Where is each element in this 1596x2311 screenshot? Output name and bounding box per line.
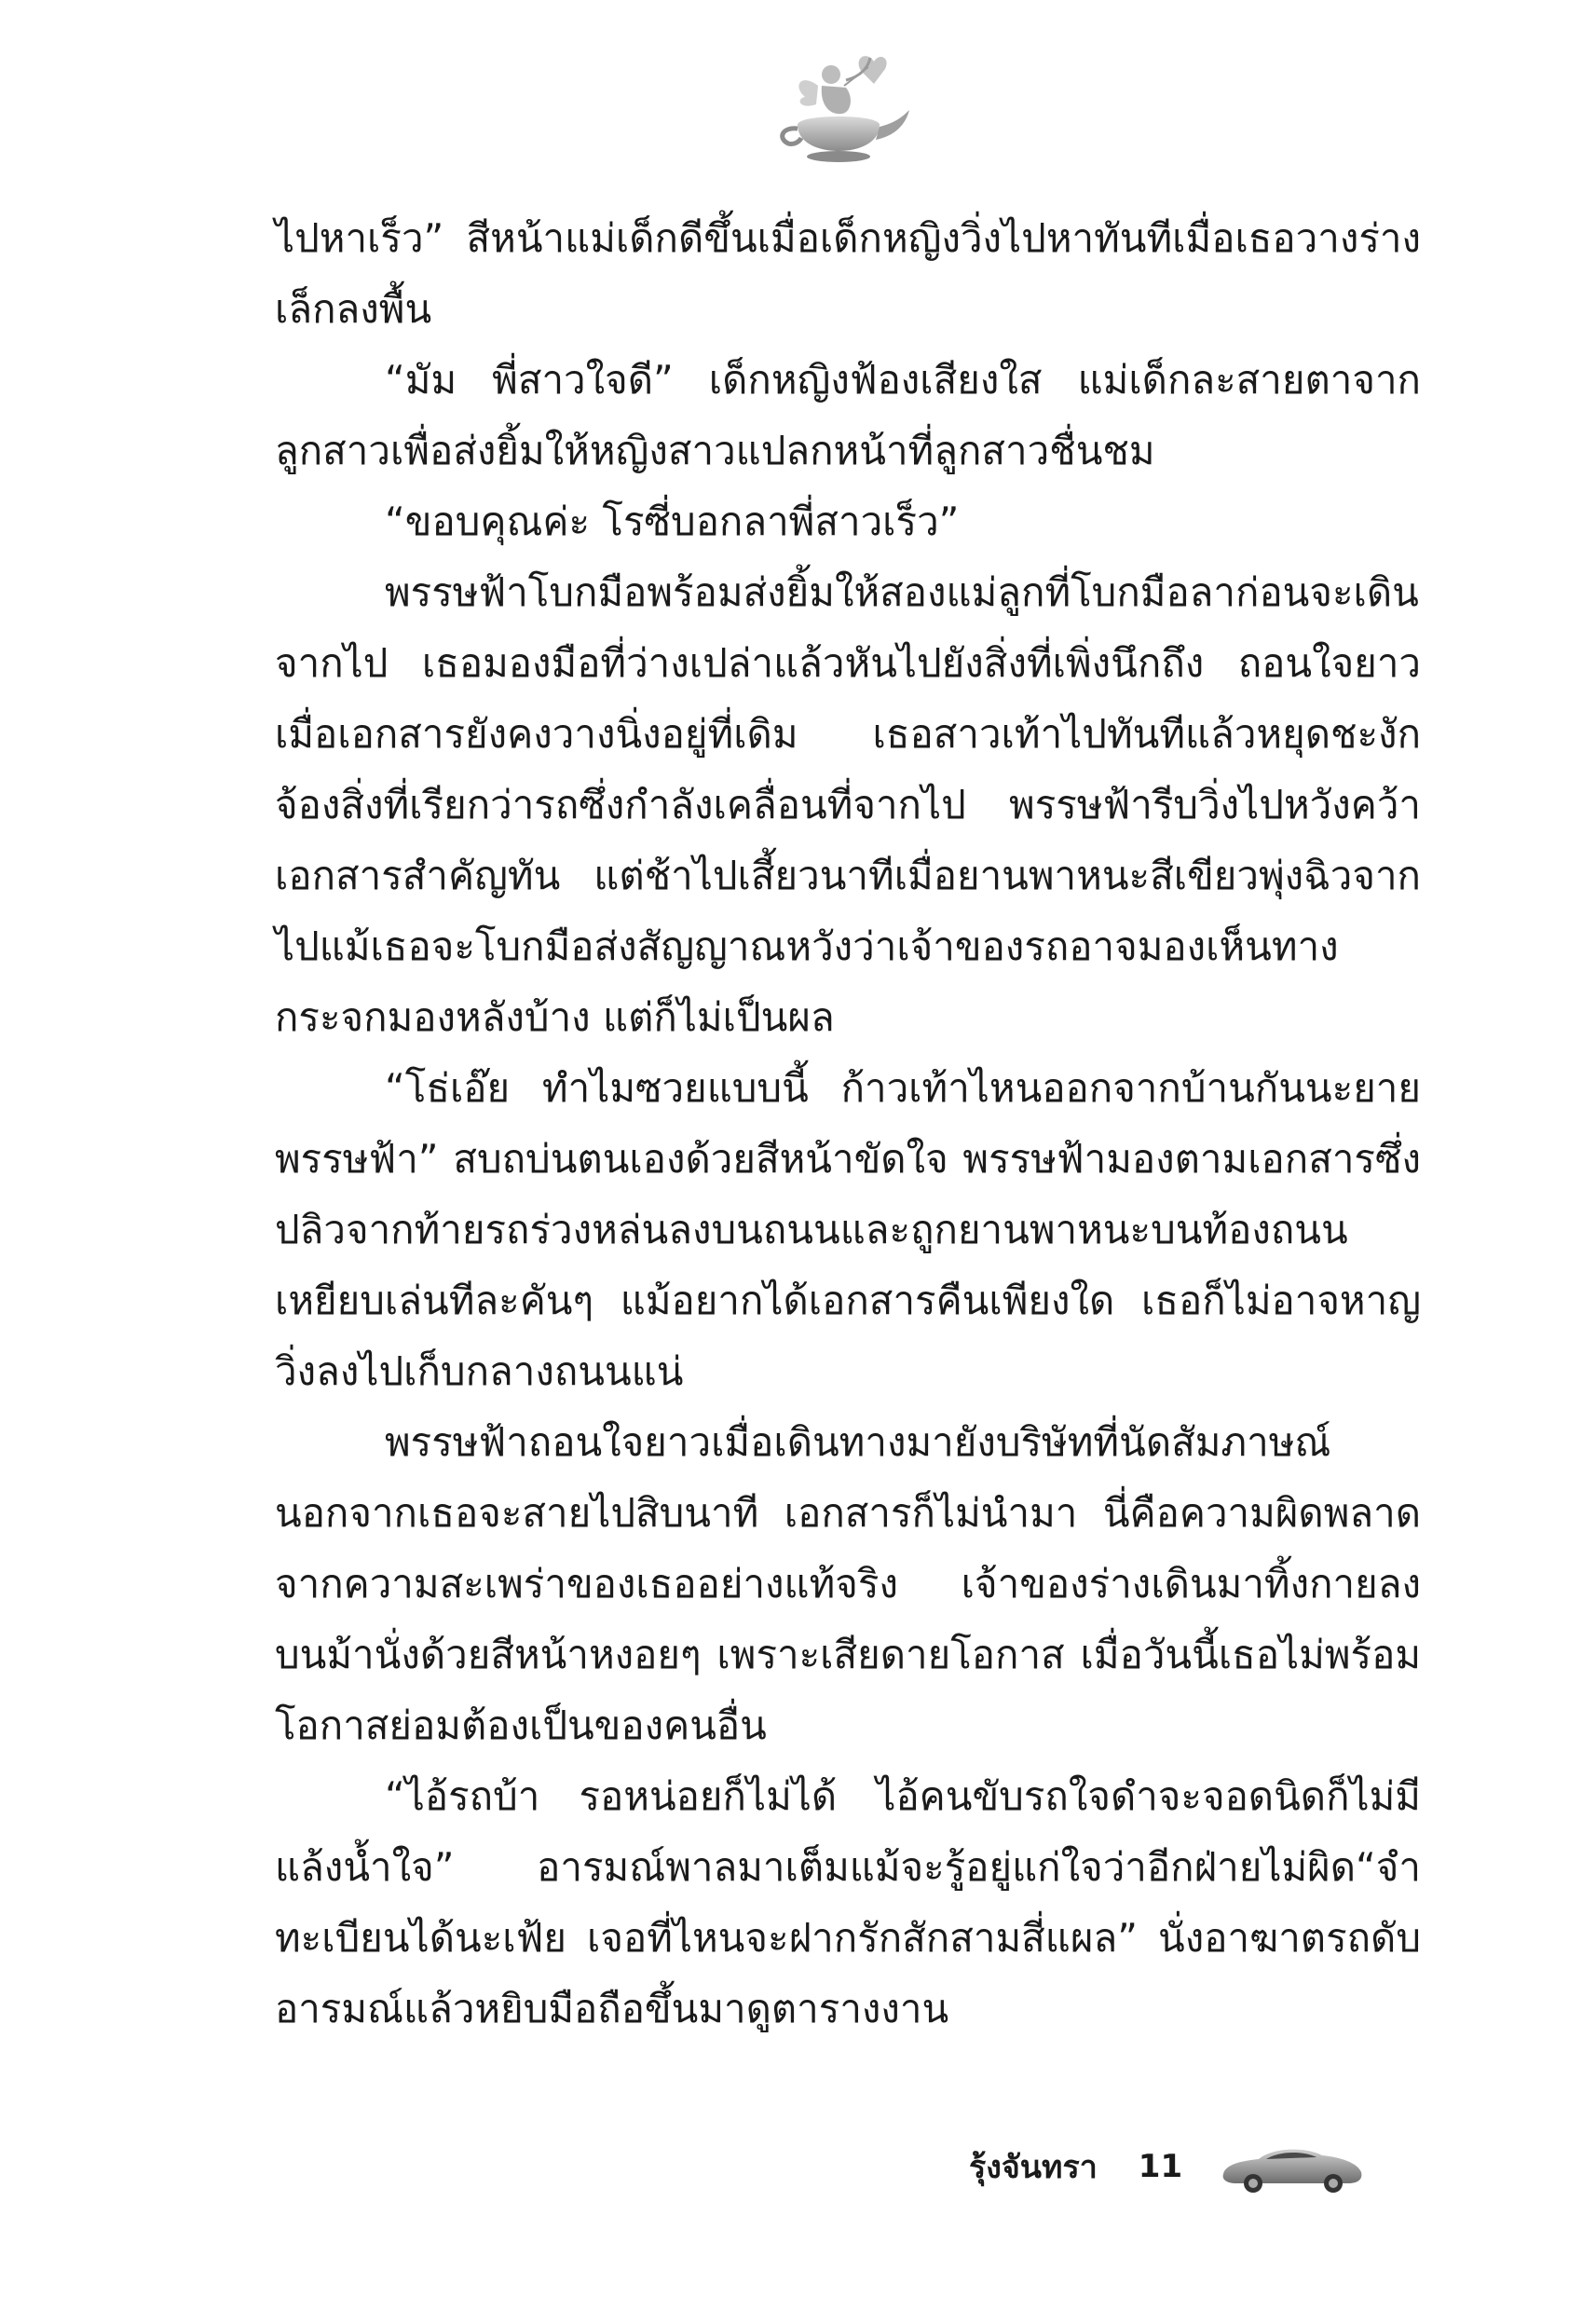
paragraph: “โธ่เอ๊ย ทำไมซวยแบบนี้ ก้าวเท้าไหนออกจากบ้านกันนะยายพรรษฟ้า” สบถบ่นตนเองด้วยสีหน้าขัดใจ พรรษฟ้ามองตามเอกสารซึ่งปลิวจากท้ายรถร่วงหล่นลงบนถนนและถูกยานพาหนะบนท้องถนนเหยียบเล่นทีละคันๆ แม้อยากได้เอกสารคืนเพียงใด เธอก็ไม่อาจหาญวิ่งลงไปเก็บกลางถนนแน่ <box>275 1065 1421 1394</box>
paragraph: ไปหาเร็ว” สีหน้าแม่เด็กดีขึ้นเมื่อเด็กหญิงวิ่งไปหาทันทีเมื่อเธอวางร่างเล็กลงพื้น <box>275 215 1421 332</box>
page-number: 11 <box>1138 2148 1183 2185</box>
paragraph: “ไอ้รถบ้า รอหน่อยก็ไม่ได้ ไอ้คนขับรถใจดำจะจอดนิดก็ไม่มีแล้งน้ำใจ” อารมณ์พาลมาเต็มแม้จะรู้อยู่แก่ใจว่าอีกฝ่ายไม่ผิด“จำทะเบียนได้นะเฟ้ย เจอที่ไหนจะฝากรักสักสามสี่แผล” นั่งอาฆาตรถดับอารมณ์แล้วหยิบมือถือขึ้นมาดูตารางงาน <box>275 1773 1421 2031</box>
body-text <box>275 203 1421 2044</box>
page-footer <box>969 2139 1367 2195</box>
cupid-teapot-ornament-icon <box>764 48 913 165</box>
paragraph: พรรษฟ้าโบกมือพร้อมส่งยิ้มให้สองแม่ลูกที่โบกมือลาก่อนจะเดินจากไป เธอมองมือที่ว่างเปล่าแล้วหันไปยังสิ่งที่เพิ่งนึกถึง ถอนใจยาวเมื่อเอกสารยังคงวางนิ่งอยู่ที่เดิม เธอสาวเท้าไปทันทีแล้วหยุดชะงักจ้องสิ่งที่เรียกว่ารถซึ่งกำลังเคลื่อนที่จากไป พรรษฟ้ารีบวิ่งไปหวังคว้าเอกสารสำคัญทัน แต่ช้าไปเสี้ยวนาทีเมื่อยานพาหนะสีเขียวพุ่งฉิวจากไปแม้เธอจะโบกมือส่งสัญญาณหวังว่าเจ้าของรถอาจมองเห็นทางกระจกมองหลังบ้าง แต่ก็ไม่เป็นผล <box>275 569 1421 1040</box>
paragraph: “ขอบคุณค่ะ โรซี่บอกลาพี่สาวเร็ว” <box>385 499 960 544</box>
footer-book-title: รุ้งจันทรา <box>969 2149 1098 2186</box>
paragraph: “มัม พี่สาวใจดี” เด็กหญิงฟ้องเสียงใส แม่เด็กละสายตาจากลูกสาวเพื่อส่งยิ้มให้หญิงสาวแปลกหน้าที่ลูกสาวชื่นชม <box>275 357 1421 473</box>
paragraph: พรรษฟ้าถอนใจยาวเมื่อเดินทางมายังบริษัทที่นัดสัมภาษณ์นอกจากเธอจะสายไปสิบนาที เอกสารก็ไม่นำมา นี่คือความผิดพลาดจากความสะเพร่าของเธออย่างแท้จริง เจ้าของร่างเดินมาทิ้งกายลงบนม้านั่งด้วยสีหน้าหงอยๆ เพราะเสียดายโอกาส เมื่อวันนี้เธอไม่พร้อมโอกาสย่อมต้องเป็นของคนอื่น <box>275 1419 1421 1748</box>
car-icon <box>1218 2137 1367 2196</box>
